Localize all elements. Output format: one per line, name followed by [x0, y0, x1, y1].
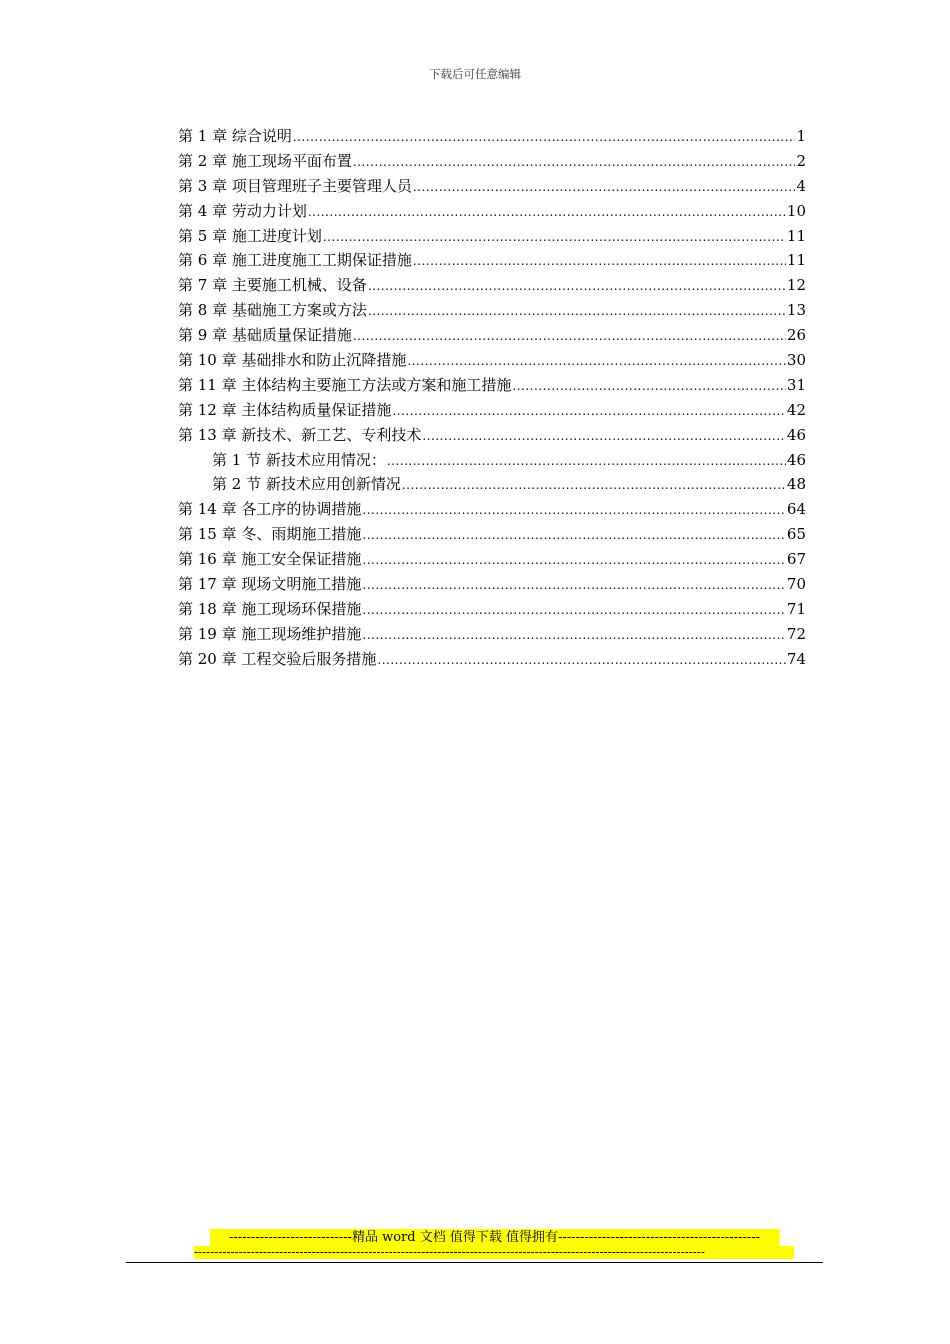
toc-chapter-entry[interactable]: [178, 248, 806, 273]
toc-chapter-entry[interactable]: [178, 298, 806, 323]
toc-entry-page-number: 67: [786, 550, 806, 569]
toc-chapter-entry[interactable]: [178, 547, 806, 572]
toc-entry-title: 第 10 章 基础排水和防止沉降措施: [178, 351, 407, 370]
toc-entry-page-number: 74: [786, 649, 806, 668]
toc-dot-leader: [362, 523, 786, 548]
toc-dot-leader: [362, 623, 786, 648]
toc-entry-page-number: 46: [786, 425, 806, 444]
toc-entry-page-number: 64: [786, 500, 806, 519]
toc-dot-leader: [413, 175, 796, 200]
toc-dot-leader: [422, 424, 786, 449]
toc-chapter-entry[interactable]: [178, 572, 806, 597]
toc-entry-title: 第 2 章 施工现场平面布置: [178, 151, 352, 170]
toc-entry-title: 第 14 章 各工序的协调措施: [178, 500, 362, 519]
toc-chapter-entry[interactable]: [178, 273, 806, 298]
toc-entry-title: 第 1 节 新技术应用情况：: [212, 450, 386, 469]
toc-chapter-entry[interactable]: [178, 124, 806, 149]
toc-section-entry[interactable]: [178, 472, 806, 497]
toc-entry-title: 第 6 章 施工进度施工工期保证措施: [178, 251, 412, 270]
toc-entry-page-number: 11: [786, 251, 806, 270]
toc-entry-page-number: 4: [796, 176, 806, 195]
toc-entry-title: 第 9 章 基础质量保证措施: [178, 326, 352, 345]
toc-chapter-entry[interactable]: [178, 423, 806, 448]
toc-chapter-entry[interactable]: [178, 497, 806, 522]
toc-chapter-entry[interactable]: [178, 323, 806, 348]
footer-dash-line: ------------------------------------------------------------------------------------------------------------------------------: [194, 1246, 794, 1259]
toc-entry-page-number: 72: [786, 624, 806, 643]
footer-divider: [126, 1262, 823, 1263]
toc-entry-title: 第 20 章 工程交验后服务措施: [178, 649, 377, 668]
toc-entry-page-number: 30: [786, 351, 806, 370]
toc-chapter-entry[interactable]: [178, 149, 806, 174]
toc-entry-page-number: 10: [786, 201, 806, 220]
toc-entry-title: 第 12 章 主体结构质量保证措施: [178, 400, 392, 419]
toc-entry-page-number: 1: [796, 127, 806, 145]
toc-dot-leader: [323, 225, 786, 250]
toc-dot-leader: [308, 200, 786, 225]
toc-entry-title: 第 18 章 施工现场环保措施: [178, 599, 362, 618]
toc-entry-title: 第 13 章 新技术、新工艺、专利技术: [178, 425, 422, 444]
toc-entry-title: 第 2 节 新技术应用创新情况: [212, 475, 401, 494]
toc-dot-leader: [377, 648, 786, 673]
toc-dot-leader: [387, 449, 786, 474]
toc-entry-page-number: 70: [786, 575, 806, 594]
toc-dot-leader: [368, 299, 786, 324]
toc-dot-leader: [362, 598, 786, 623]
toc-chapter-entry[interactable]: [178, 597, 806, 622]
toc-entry-page-number: 26: [786, 326, 806, 345]
toc-entry-title: 第 4 章 劳动力计划: [178, 201, 307, 220]
toc-dot-leader: [407, 349, 786, 374]
toc-dot-leader: [362, 548, 786, 573]
toc-entry-page-number: 71: [786, 599, 806, 618]
footer-banner: ----------------------------精品 word 文档 值得下载 值得拥有----------------------------------------------: [210, 1229, 779, 1246]
toc-chapter-entry[interactable]: [178, 522, 806, 547]
toc-entry-page-number: 31: [786, 375, 806, 394]
toc-entry-title: 第 19 章 施工现场维护措施: [178, 624, 362, 643]
toc-entry-title: 第 11 章 主体结构主要施工方法或方案和施工措施: [178, 375, 512, 394]
table-of-contents: [178, 124, 806, 672]
toc-dot-leader: [353, 324, 786, 349]
toc-entry-page-number: 48: [786, 475, 806, 494]
toc-chapter-entry[interactable]: [178, 199, 806, 224]
toc-dot-leader: [413, 249, 786, 274]
toc-entry-title: 第 8 章 基础施工方案或方法: [178, 301, 367, 320]
page-header: 下载后可任意编辑: [429, 67, 521, 81]
toc-dot-leader: [362, 498, 786, 523]
toc-dot-leader: [402, 473, 786, 498]
toc-dot-leader: [368, 274, 786, 299]
toc-entry-title: 第 3 章 项目管理班子主要管理人员: [178, 176, 412, 195]
toc-chapter-entry[interactable]: [178, 373, 806, 398]
toc-chapter-entry[interactable]: [178, 622, 806, 647]
toc-dot-leader: [293, 125, 796, 150]
toc-chapter-entry[interactable]: [178, 348, 806, 373]
toc-entry-title: 第 1 章 综合说明: [178, 127, 292, 145]
toc-entry-page-number: 65: [786, 525, 806, 544]
toc-chapter-entry[interactable]: [178, 174, 806, 199]
toc-entry-page-number: 46: [786, 450, 806, 469]
toc-chapter-entry[interactable]: [178, 398, 806, 423]
toc-entry-page-number: 13: [786, 301, 806, 320]
toc-entry-page-number: 42: [786, 400, 806, 419]
toc-chapter-entry[interactable]: [178, 647, 806, 672]
toc-section-entry[interactable]: [178, 448, 806, 473]
toc-entry-title: 第 7 章 主要施工机械、设备: [178, 276, 367, 295]
toc-dot-leader: [362, 573, 786, 598]
toc-entry-title: 第 16 章 施工安全保证措施: [178, 550, 362, 569]
toc-entry-page-number: 12: [786, 276, 806, 295]
toc-entry-page-number: 11: [786, 226, 806, 245]
toc-dot-leader: [392, 399, 786, 424]
toc-dot-leader: [353, 150, 796, 175]
toc-entry-title: 第 15 章 冬、雨期施工措施: [178, 525, 362, 544]
toc-chapter-entry[interactable]: [178, 224, 806, 249]
toc-entry-title: 第 5 章 施工进度计划: [178, 226, 322, 245]
toc-dot-leader: [512, 374, 786, 399]
toc-entry-title: 第 17 章 现场文明施工措施: [178, 575, 362, 594]
toc-entry-page-number: 2: [796, 151, 806, 170]
